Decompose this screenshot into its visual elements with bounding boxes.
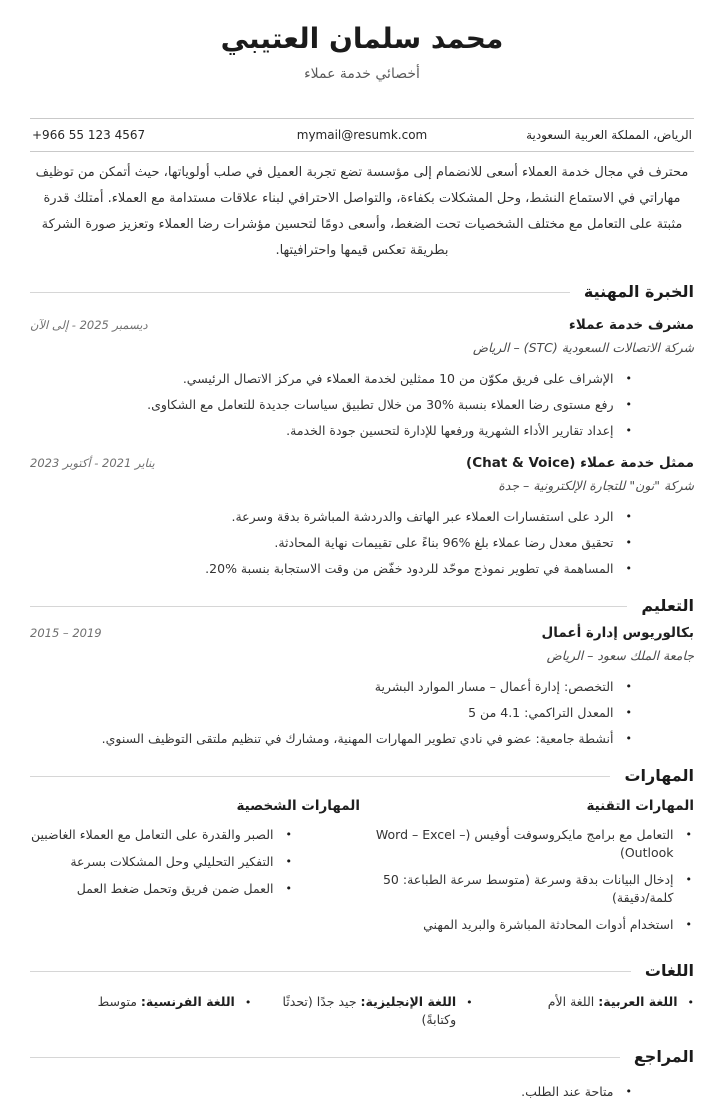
job-company-2: شركة "نون" للتجارة الإلكترونية – جدة bbox=[498, 478, 694, 493]
bullet-icon: • bbox=[685, 828, 692, 841]
contact-bar bbox=[30, 118, 694, 152]
language-level: اللغة الأم bbox=[547, 994, 595, 1009]
school-name: جامعة الملك سعود – الرياض bbox=[546, 648, 694, 663]
job-date-1: ديسمبر 2025 - إلى الآن bbox=[30, 318, 148, 332]
job-2-bullet: • المساهمة في تطوير نموذج موحّد للردود خفّض من وقت الاستجابة بنسبة %20. bbox=[205, 561, 632, 576]
degree-title: بكالوريوس إدارة أعمال bbox=[541, 625, 694, 641]
bullet-icon: • bbox=[285, 855, 292, 868]
references-note: • متاحة عند الطلب. bbox=[521, 1084, 632, 1099]
languages-section-title: اللغات bbox=[644, 961, 694, 980]
bullet-icon: • bbox=[625, 680, 632, 693]
experience-section-title: الخبرة المهنية bbox=[583, 282, 694, 301]
section-heading-references bbox=[30, 1045, 694, 1069]
bullet-icon: • bbox=[625, 372, 632, 385]
section-rule bbox=[30, 1057, 620, 1058]
bullet-icon: • bbox=[687, 996, 694, 1009]
skills-columns bbox=[30, 796, 694, 943]
technical-skill: • إدخال البيانات بدقة وسرعة (متوسط سرعة الطباعة: 50 كلمة/دقيقة) bbox=[382, 872, 692, 905]
personal-skill: • الصبر والقدرة على التعامل مع العملاء الغاضبين bbox=[30, 827, 292, 842]
bullet-icon: • bbox=[625, 562, 632, 575]
education-bullet: • أنشطة جامعية: عضو في نادي تطوير المهارات المهنية، ومشارك في تنظيم ملتقى التوظيف السنوي. bbox=[101, 731, 632, 746]
experience-entry-2 bbox=[30, 454, 694, 578]
bullet-icon: • bbox=[625, 732, 632, 745]
job-date-2: يناير 2021 - أكتوبر 2023 bbox=[30, 456, 155, 470]
technical-skill: • استخدام أدوات المحادثة المباشرة والبريد المهني bbox=[423, 917, 692, 932]
language-label: اللغة الفرنسية: bbox=[140, 994, 235, 1009]
section-education bbox=[30, 594, 694, 748]
technical-skills-title: المهارات التقنية bbox=[586, 798, 694, 814]
job-title-2: ممثل خدمة عملاء (Chat & Voice) bbox=[466, 455, 694, 471]
job-company-1: شركة الاتصالات السعودية (STC) – الرياض bbox=[472, 340, 694, 355]
section-heading-education bbox=[30, 594, 694, 618]
bullet-icon: • bbox=[285, 828, 292, 841]
education-bullet: • المعدل التراكمي: 4.1 من 5 bbox=[468, 705, 632, 720]
personal-skill: • العمل ضمن فريق وتحمل ضغط العمل bbox=[76, 881, 292, 896]
language-level: متوسط bbox=[97, 994, 137, 1009]
bullet-icon: • bbox=[625, 398, 632, 411]
job-1-bullet: • إعداد تقارير الأداء الشهرية ورفعها للإدارة لتحسين جودة الخدمة. bbox=[286, 423, 632, 438]
bullet-icon: • bbox=[466, 996, 473, 1009]
summary-text: محترف في مجال خدمة العملاء أسعى للانضمام إلى مؤسسة تضع تجربة العميل في صلب أولوياتها، حيث أتمكن من توظيف مهاراتي في الاستماع النشط، وحل المشكلات بكفاءة، والتواصل الاحترافي لبناء علاقات مستدامة مع العملاء. أمتلك قدرة مثبتة على التعامل مع مختلف الشخصيات تحت الضغط، وأسعى دومًا لتحسين مؤشرات رضا العملاء وتعزيز صورة الشركة بطريقة تعكس قيمها واحترافيتها. bbox=[35, 165, 689, 258]
section-rule bbox=[30, 776, 610, 777]
technical-skills-column bbox=[360, 796, 694, 943]
skills-section-title: المهارات bbox=[624, 766, 694, 785]
section-rule bbox=[30, 971, 631, 972]
job-1-bullets bbox=[30, 370, 632, 440]
section-heading-experience bbox=[30, 280, 694, 304]
language-label: اللغة العربية: bbox=[598, 994, 678, 1009]
job-2-bullet: • تحقيق معدل رضا عملاء بلغ %96 بناءً على تقييمات نهاية المحادثة. bbox=[274, 535, 632, 550]
bullet-icon: • bbox=[285, 882, 292, 895]
education-bullets bbox=[30, 678, 632, 748]
header bbox=[30, 22, 694, 84]
language-level: جيد جدًا (تحدثًا وكتابةً) bbox=[282, 994, 457, 1027]
references-section-title: المراجع bbox=[633, 1047, 694, 1066]
contact-email: mymail@resumk.com bbox=[296, 128, 428, 142]
contact-location: الرياض، المملكة العربية السعودية bbox=[526, 128, 692, 142]
job-2-bullet: • الرد على استفسارات العملاء عبر الهاتف والدردشة المباشرة بدقة وسرعة. bbox=[231, 509, 632, 524]
section-heading-skills bbox=[30, 764, 694, 788]
bullet-icon: • bbox=[625, 706, 632, 719]
technical-skill: • التعامل مع برامج مايكروسوفت أوفيس (Word – Excel – Outlook) bbox=[375, 827, 692, 860]
experience-entry-1 bbox=[30, 316, 694, 440]
job-1-bullet: • رفع مستوى رضا العملاء بنسبة %30 من خلال تطبيق سياسات جديدة للتعامل مع الشكاوى. bbox=[147, 397, 632, 412]
job-1-bullet: • الإشراف على فريق مكوّن من 10 ممثلين لخدمة العملاء في مركز الاتصال الرئيسي. bbox=[182, 371, 632, 386]
education-entry-header bbox=[30, 624, 694, 642]
education-date: 2015 – 2019 bbox=[30, 626, 102, 640]
section-rule bbox=[30, 292, 570, 293]
education-section-title: التعليم bbox=[641, 596, 694, 615]
experience-entry-1-header bbox=[30, 316, 694, 334]
education-bullet: • التخصص: إدارة أعمال – مسار الموارد البشرية bbox=[374, 679, 632, 694]
bullet-icon: • bbox=[625, 424, 632, 437]
technical-skills-list bbox=[360, 826, 692, 934]
experience-entry-2-header bbox=[30, 454, 694, 472]
language-arabic bbox=[473, 993, 694, 1029]
language-label: اللغة الإنجليزية: bbox=[360, 994, 457, 1009]
section-rule bbox=[30, 606, 627, 607]
person-job-title: أخصائي خدمة عملاء bbox=[304, 66, 420, 82]
personal-skills-title: المهارات الشخصية bbox=[236, 798, 360, 814]
bullet-icon: • bbox=[685, 873, 692, 886]
language-french bbox=[30, 993, 251, 1029]
personal-skills-list bbox=[30, 826, 292, 898]
section-heading-languages bbox=[30, 959, 694, 983]
job-2-bullets bbox=[30, 508, 632, 578]
bullet-icon: • bbox=[625, 1085, 632, 1098]
personal-skill: • التفكير التحليلي وحل المشكلات بسرعة bbox=[70, 854, 292, 869]
language-english bbox=[251, 993, 472, 1029]
personal-skills-column bbox=[30, 796, 360, 943]
references-list bbox=[30, 1083, 632, 1101]
bullet-icon: • bbox=[625, 536, 632, 549]
contact-phone: +966 55 123 4567 bbox=[32, 128, 146, 142]
bullet-icon: • bbox=[244, 996, 252, 1009]
languages-row bbox=[30, 993, 694, 1029]
person-name: محمد سلمان العتيبي bbox=[220, 22, 504, 55]
job-title-1: مشرف خدمة عملاء bbox=[568, 317, 694, 333]
bullet-icon: • bbox=[625, 510, 632, 523]
bullet-icon: • bbox=[685, 918, 692, 931]
